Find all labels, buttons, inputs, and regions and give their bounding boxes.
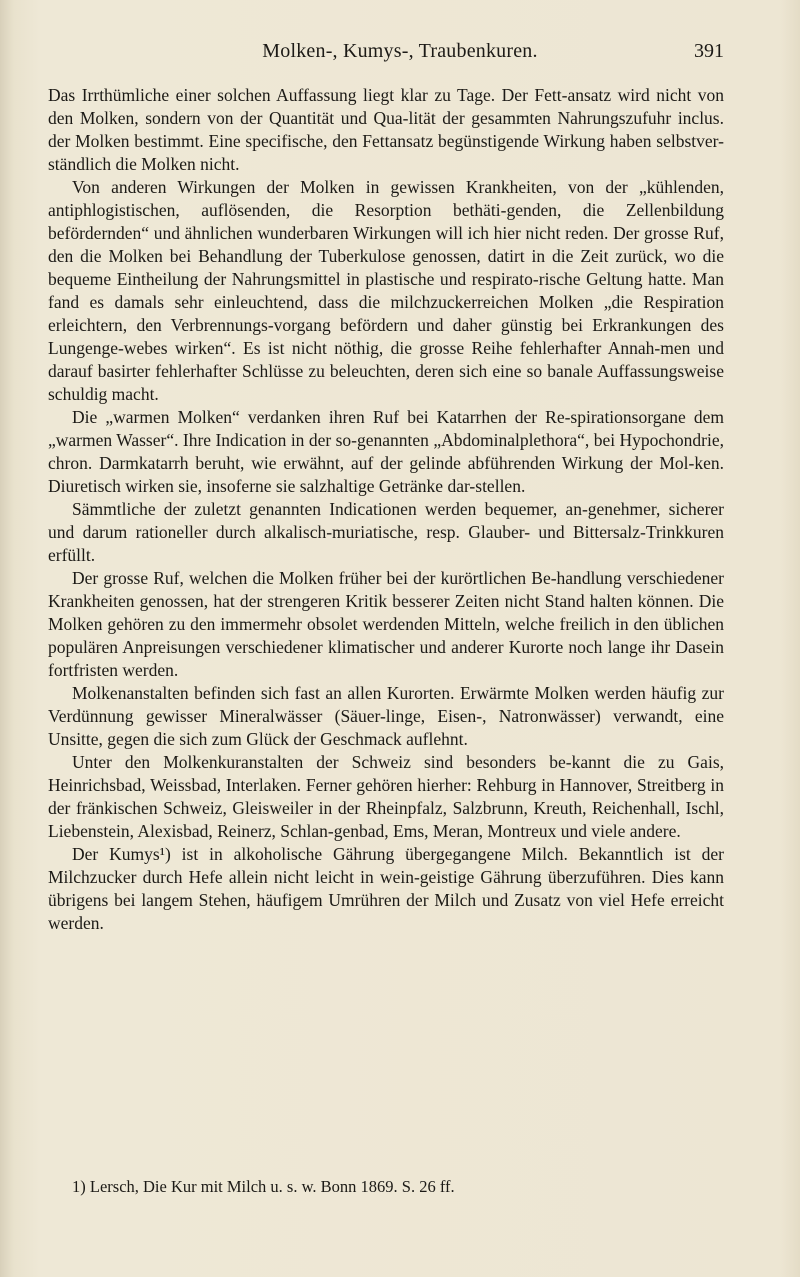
body-text (48, 84, 724, 935)
page-number: 391 (694, 40, 724, 62)
paragraph-7: Unter den Molkenkuranstalten der Schweiz sind besonders be-kannt die zu Gais, Heinrichsbad, Weissbad, Interlaken. Ferner gehören hierher: Rehburg in Hannover, Streitberg in der fränkischen Schweiz, Gleisweiler in der Rheinpfalz, Salzbrunn, Kreuth, Reichenhall, Ischl, Liebenstein, Alexisbad, Reinerz, Schlan-genbad, Ems, Meran, Montreux und viele andere. (48, 752, 724, 841)
running-title: Molken-, Kumys-, Traubenkuren. (262, 40, 538, 62)
paragraph-8: Der Kumys¹) ist in alkoholische Gährung übergegangene Milch. Bekanntlich ist der Milchzucker durch Hefe allein nicht leicht in wein-geistige Gährung überzuführen. Dies kann übrigens bei langem Stehen, häufigem Umrühren der Milch und Zusatz von viel Hefe erreicht werden. (48, 844, 724, 933)
paragraph-5: Der grosse Ruf, welchen die Molken früher bei der kurörtlichen Be-handlung verschiedener Krankheiten genossen, hat der strengeren Kritik besserer Zeiten nicht Stand halten können. Die Molken gehören zu den immermehr obsolet werdenden Mitteln, welche freilich in den üblichen populären Anpreisungen verschiedener klimatischer und anderer Kurorte noch lange ihr Dasein fortfristen werden. (48, 568, 724, 680)
page-header (48, 40, 752, 66)
paragraph-6: Molkenanstalten befinden sich fast an allen Kurorten. Erwärmte Molken werden häufig zur Verdünnung gewisser Mineralwässer (Säuer-linge, Eisen-, Natronwässer) verwandt, eine Unsitte, gegen die sich zum Glück der Geschmack auflehnt. (48, 683, 724, 749)
paragraph-3: Die „warmen Molken“ verdanken ihren Ruf bei Katarrhen der Re-spirationsorgane dem „warmen Wasser“. Ihre Indication in der so-genannten „Abdominalplethora“, bei Hypochondrie, chron. Darmkatarrh beruht, wie erwähnt, auf der gelinde abführenden Wirkung der Mol-ken. Diuretisch wirken sie, insoferne sie salzhaltige Getränke dar-stellen. (48, 407, 724, 496)
paragraph-1: Das Irrthümliche einer solchen Auffassung liegt klar zu Tage. Der Fett-ansatz wird nicht von den Molken, sondern von der Quantität und Qua-lität der gesammten Nahrungszufuhr inclus. der Molken bestimmt. Eine specifische, den Fettansatz begünstigende Wirkung haben selbstver-ständlich die Molken nicht. (48, 85, 724, 174)
paragraph-2: Von anderen Wirkungen der Molken in gewissen Krankheiten, von der „kühlenden, antiphlogistischen, auflösenden, die Resorption bethäti-genden, die Zellenbildung befördernden“ und ähnlichen wunderbaren Wirkungen will ich hier nicht reden. Der grosse Ruf, den die Molken bei Behandlung der Tuberkulose genossen, datirt in die Zeit zurück, wo die bequeme Eintheilung der Nahrungsmittel in plastische und respirato-rische Geltung hatte. Man fand es damals sehr einleuchtend, dass die milchzuckerreichen Molken „die Respiration erleichtern, den Verbrennungs-vorgang befördern und daher günstig bei Erkrankungen des Lungenge-webes wirken“. Es ist nicht nöthig, die grosse Reihe fehlerhafter Annah-men und darauf basirter fehlerhafter Schlüsse zu beleuchten, deren sich eine so banale Auffassungsweise schuldig macht. (48, 177, 724, 404)
footnote: 1) Lersch, Die Kur mit Milch u. s. w. Bonn 1869. S. 26 ff. (72, 1177, 455, 1196)
paragraph-4: Sämmtliche der zuletzt genannten Indicationen werden bequemer, an-genehmer, sicherer und darum rationeller durch alkalisch-muriatische, resp. Glauber- und Bittersalz-Trinkkuren erfüllt. (48, 499, 724, 565)
